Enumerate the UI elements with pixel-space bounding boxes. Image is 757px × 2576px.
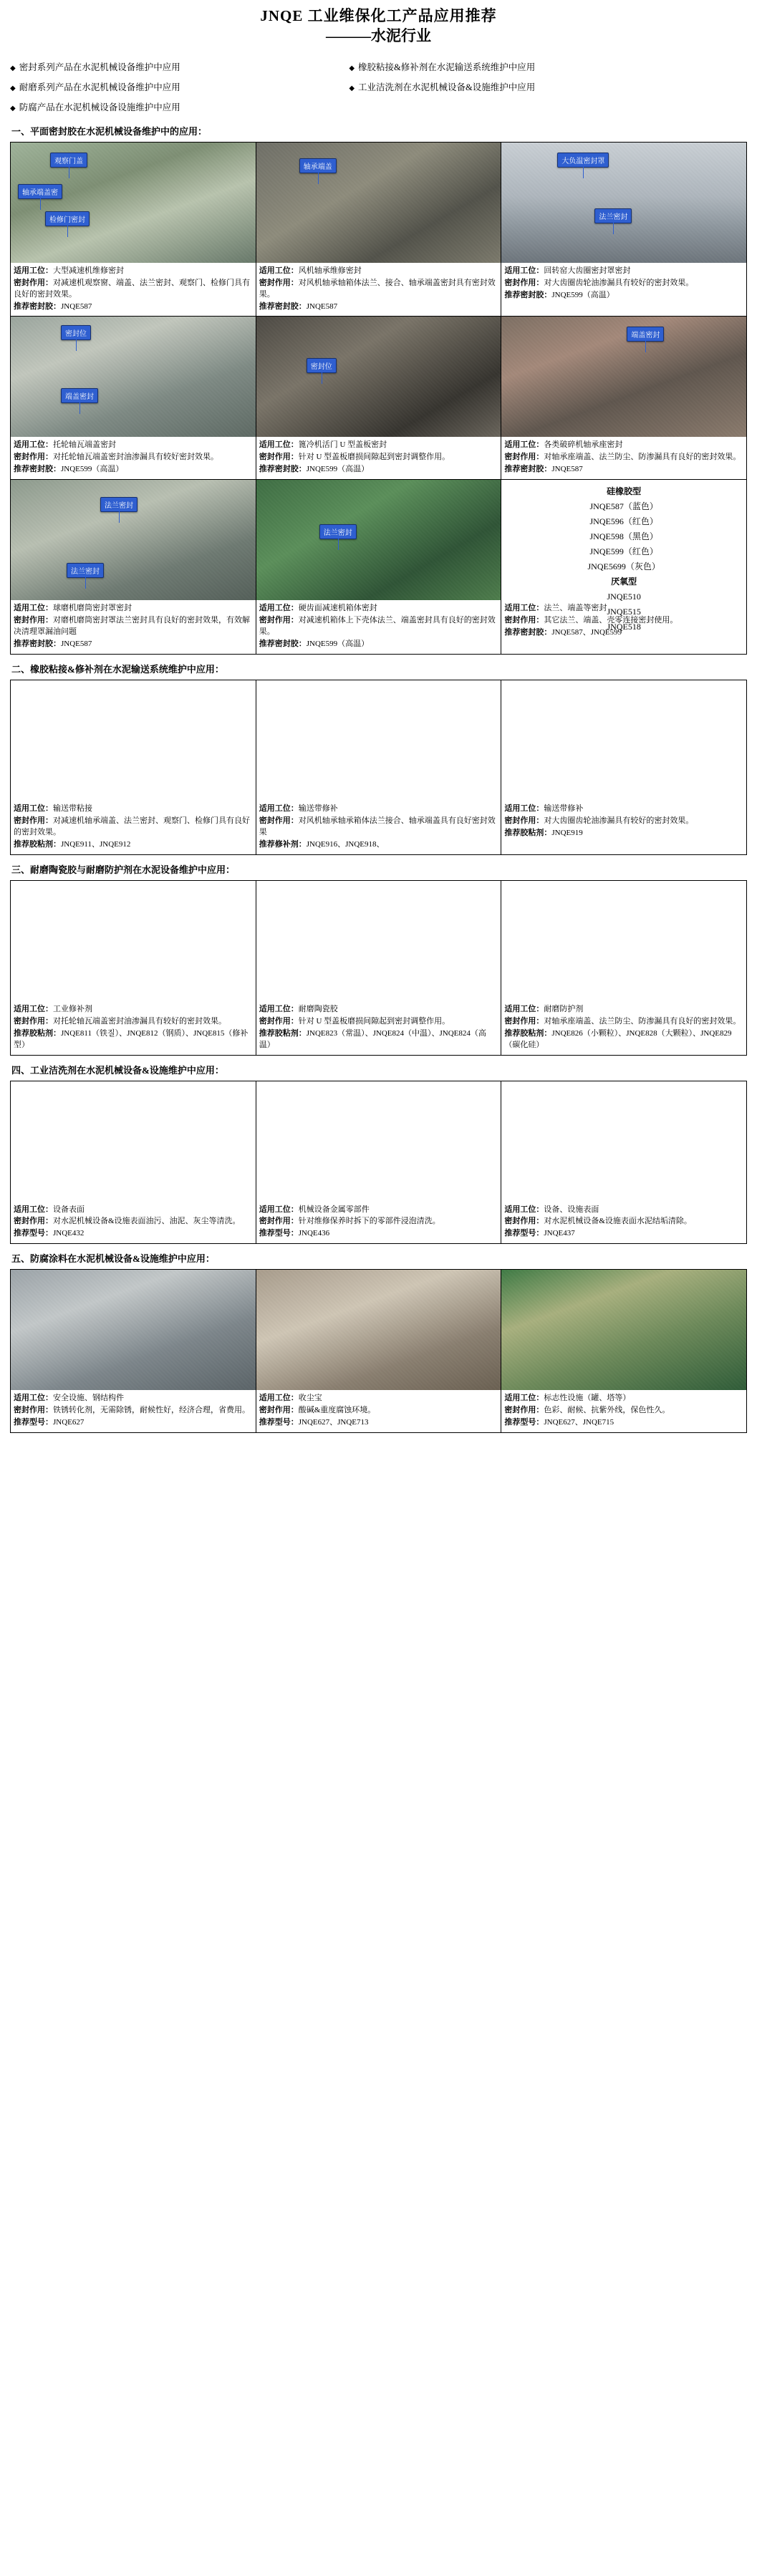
value-process: 大型减速机维修密封: [53, 266, 124, 275]
photo-equipment-surface-clean: [11, 1081, 256, 1202]
photo-tag: 端盖密封: [61, 388, 98, 403]
photo-steel-structure: [11, 1270, 256, 1390]
value-rec: JNQE826（小颗粒）、JNQE828（大颗粒）、JNQE829（碳化硅）: [504, 1028, 732, 1049]
photo-tag: 轴承端盖: [299, 158, 337, 173]
label-seal: 密封作用：: [259, 616, 299, 625]
value-process: 篦冷机活门 U 型盖板密封: [298, 440, 387, 450]
value-seal: 酸碱&重度腐蚀环境。: [298, 1406, 376, 1415]
label-rec: 推荐型号：: [504, 1229, 544, 1238]
value-process: 风机轴承维修密封: [298, 266, 362, 275]
label-process: 适用工位：: [504, 604, 544, 613]
value-rec: JNQE587: [61, 640, 92, 649]
cell-info: [501, 801, 746, 843]
value-seal: 针对 U 型盖板磨损间隙起到密封调整作用。: [298, 1016, 450, 1026]
label-process: 适用工位：: [259, 1205, 299, 1214]
value-process: 安全设施、钢结构件: [53, 1394, 124, 1403]
product-item: JNQE599（红色）: [589, 546, 658, 557]
value-rec: JNQE437: [544, 1229, 575, 1238]
product-item: JNQE587（蓝色）: [589, 501, 658, 512]
page-title: JNQE 工业维保化工产品应用推荐: [260, 7, 497, 24]
value-rec: JNQE811（铁질）、JNQE812（钢质）、JNQE815（修补型）: [14, 1028, 249, 1049]
value-rec: JNQE823（常温）、JNQE824（中温）、JNQE824（高温）: [259, 1028, 486, 1049]
table-row: [11, 142, 747, 317]
value-process: 工业修补剂: [53, 1004, 92, 1013]
value-seal: 对风机轴承轴箱体法兰、接合、轴承端盖密封具有密封效果。: [259, 278, 496, 299]
cell-info: [256, 801, 501, 854]
value-process: 机械设备金属零部件: [298, 1205, 370, 1214]
cell-info: [501, 1390, 746, 1432]
label-process: 适用工位：: [504, 1004, 544, 1013]
diamond-icon: ◆: [10, 64, 16, 72]
bullet-list: [10, 57, 747, 117]
label-process: 适用工位：: [504, 266, 544, 275]
value-process: 法兰、端盖等密封: [544, 604, 607, 613]
label-rec: 推荐型号：: [14, 1229, 53, 1238]
value-process: 标志性设施（罐、塔等）: [544, 1394, 631, 1403]
label-process: 适用工位：: [259, 1004, 299, 1013]
photo-tag: 密封位: [307, 358, 337, 373]
photo-grate-cooler: [256, 317, 501, 437]
label-seal: 密封作用：: [14, 1217, 53, 1226]
table-row: [11, 317, 747, 480]
bullet-item-3: 耐磨系列产品在水泥机械设备维护中应用: [19, 82, 180, 92]
value-seal: 对风机轴承轴承箱体法兰接合、轴承端盖具有良好密封效果: [259, 816, 496, 836]
label-rec: 推荐型号：: [259, 1418, 299, 1427]
value-seal: 针对 U 型盖板磨损间隙起到密封调整作用。: [298, 453, 450, 462]
photo-belt-repair-2: [501, 680, 746, 801]
label-seal: 密封作用：: [504, 278, 544, 287]
value-rec: JNQE587: [306, 302, 338, 311]
label-seal: 密封作用：: [259, 1016, 299, 1026]
value-process: 耐磨防护剂: [544, 1004, 584, 1013]
label-seal: 密封作用：: [504, 453, 544, 462]
photo-ball-mill: [11, 480, 256, 600]
photo-hard-gear-reducer: [256, 480, 501, 600]
value-process: 耐磨陶瓷胶: [298, 1004, 338, 1013]
product-item: JNQE596（红色）: [589, 516, 658, 527]
label-process: 适用工位：: [504, 1394, 544, 1403]
label-process: 适用工位：: [504, 804, 544, 813]
cell-info: [11, 1202, 256, 1244]
cell-info: [256, 437, 501, 479]
label-rec: 推荐密封胶：: [259, 302, 307, 311]
label-process: 适用工位：: [14, 804, 53, 813]
label-rec: 推荐修补剂：: [259, 839, 307, 849]
label-rec: 推荐密封胶：: [14, 640, 61, 649]
value-rec: JNQE911、JNQE912: [61, 839, 131, 849]
photo-tag: 法兰密封: [100, 497, 138, 512]
value-seal: 对大齿圈齿轮油渗漏具有较好的密封效果。: [544, 278, 694, 287]
section-heading-2: 二、橡胶粘接&修补剂在水泥输送系统维护中应用：: [11, 664, 224, 675]
label-seal: 密封作用：: [504, 1406, 544, 1415]
label-process: 适用工位：: [259, 266, 299, 275]
cell-info: [256, 1202, 501, 1244]
cell-info: [11, 801, 256, 854]
photo-ceramic-adhesive: [256, 881, 501, 1001]
cell-info: [11, 263, 256, 317]
value-process: 托轮轴瓦端盖密封: [53, 440, 116, 450]
photo-tag: 观察门盖: [50, 153, 87, 168]
product-item: JNQE5699（灰色）: [587, 561, 660, 572]
photo-tag: 法兰密封: [67, 563, 104, 578]
cell-info: [11, 1001, 256, 1055]
value-seal: 铁锈转化剂，无需除锈，耐候性好，经济合理，省费用。: [53, 1406, 250, 1415]
value-process: 设备表面: [53, 1205, 85, 1214]
photo-tag: 轴承端盖密: [18, 184, 62, 199]
section-1-table: [10, 142, 747, 655]
page-subtitle: ———水泥行业: [326, 27, 431, 45]
cell-info: [501, 263, 746, 305]
label-process: 适用工位：: [504, 1205, 544, 1214]
label-process: 适用工位：: [14, 266, 53, 275]
value-rec: JNQE599（高温）: [306, 465, 370, 474]
photo-support-roller: [11, 317, 256, 437]
photo-kiln-gear-cover: [501, 143, 746, 263]
label-seal: 密封作用：: [504, 1016, 544, 1026]
value-seal: 对大齿圈齿轮油渗漏具有较好的密封效果。: [544, 816, 694, 825]
value-rec: JNQE587、JNQE599: [551, 628, 622, 637]
diamond-icon: ◆: [10, 84, 16, 92]
value-seal: 其它法兰、端盖、壳零连接密封使用。: [544, 616, 678, 625]
label-rec: 推荐密封胶：: [504, 465, 552, 474]
label-seal: 密封作用：: [504, 816, 544, 825]
photo-metal-parts-clean: [256, 1081, 501, 1202]
bullet-item-2: 橡胶粘接&修补剂在水泥输送系统维护中应用: [358, 62, 536, 72]
value-process: 硬齿面减速机箱体密封: [298, 604, 377, 613]
photo-tag: 密封位: [61, 325, 91, 340]
value-seal: 对水泥机械设备&设施表面油污、油泥、灰尘等清洗。: [53, 1217, 241, 1226]
label-rec: 推荐密封胶：: [14, 302, 61, 311]
label-rec: 推荐胶粘剂：: [504, 828, 552, 837]
label-seal: 密封作用：: [259, 278, 299, 287]
section-heading-4: 四、工业洁洗剂在水泥机械设备&设施维护中应用：: [11, 1064, 224, 1076]
label-seal: 密封作用：: [259, 453, 299, 462]
cell-info: [256, 600, 501, 654]
label-process: 适用工位：: [14, 1394, 53, 1403]
section-3-table: [10, 880, 747, 1056]
section-5-table: [10, 1269, 747, 1433]
value-seal: 对减速机观察窗、端盖、法兰密封、观察门、检修门具有良好的密封效果。: [14, 278, 250, 299]
product-item: JNQE598（黑色）: [589, 531, 658, 542]
label-rec: 推荐胶粘剂：: [14, 839, 61, 849]
cell-info: [501, 437, 746, 479]
photo-landmark-tank: [501, 1270, 746, 1390]
label-rec: 推荐型号：: [259, 1229, 299, 1238]
label-process: 适用工位：: [14, 1004, 53, 1013]
value-seal: 对水泥机械设备&设施表面水泥结垢清除。: [544, 1217, 692, 1226]
value-seal: 对轴承座端盖、法兰防尘、防渗漏具有良好的密封效果。: [544, 453, 741, 462]
photo-fan-bearing: [256, 143, 501, 263]
label-rec: 推荐密封胶：: [14, 465, 61, 474]
label-process: 适用工位：: [259, 604, 299, 613]
table-row: [11, 880, 747, 1055]
value-seal: 对减速机箱体上下壳体法兰、端盖密封具有良好的密封效果。: [259, 616, 496, 637]
label-seal: 密封作用：: [14, 453, 53, 462]
section-4-table: [10, 1081, 747, 1245]
diamond-icon: ◆: [349, 64, 355, 72]
photo-tag: 端盖密封: [627, 327, 664, 342]
bullet-item-1: 密封系列产品在水泥机械设备维护中应用: [19, 62, 180, 72]
photo-crusher-bearing: [501, 317, 746, 437]
cell-info: [501, 1001, 746, 1055]
bullet-item-4: 工业洁洗剂在水泥机械设备&设施维护中应用: [358, 82, 536, 92]
value-rec: JNQE599（高温）: [306, 640, 370, 649]
value-rec: JNQE436: [298, 1229, 330, 1238]
cell-info: [11, 1390, 256, 1432]
diamond-icon: ◆: [10, 104, 16, 112]
value-process: 回转窑大齿圈密封罩密封: [544, 266, 631, 275]
label-seal: 密封作用：: [504, 1217, 544, 1226]
value-process: 输送带粘接: [53, 804, 92, 813]
photo-tag: 法兰密封: [319, 524, 357, 539]
value-rec: JNQE627、JNQE715: [544, 1418, 614, 1427]
value-rec: JNQE627、JNQE713: [298, 1418, 369, 1427]
label-seal: 密封作用：: [14, 816, 53, 825]
table-row: [11, 1270, 747, 1433]
value-process: 输送带修补: [544, 804, 584, 813]
diamond-icon: ◆: [349, 84, 355, 92]
cell-info: [11, 437, 256, 479]
label-rec: 推荐胶粘剂：: [14, 1028, 61, 1038]
value-seal: 对轴承座端盖、法兰防尘、防渗漏具有良好的密封效果。: [544, 1016, 741, 1026]
label-rec: 推荐型号：: [504, 1418, 544, 1427]
photo-scale-removal: [501, 1081, 746, 1202]
photo-tag: 法兰密封: [594, 208, 632, 223]
label-rec: 推荐密封胶：: [504, 290, 552, 299]
section-heading-3: 三、耐磨陶瓷胶与耐磨防护剂在水泥设备维护中应用：: [11, 864, 236, 875]
value-seal: 对托轮轴瓦端盖密封油渗漏具有较好的密封效果。: [53, 1016, 226, 1026]
value-process: 各类破碎机轴承座密封: [544, 440, 623, 450]
label-seal: 密封作用：: [14, 1406, 53, 1415]
value-rec: JNQE916、JNQE918、: [306, 839, 385, 849]
label-seal: 密封作用：: [14, 616, 53, 625]
cell-info: [256, 1001, 501, 1055]
photo-belt-bonding: [11, 680, 256, 801]
cell-info: [256, 263, 501, 317]
section-heading-1: 一、平面密封胶在水泥机械设备维护中的应用：: [11, 125, 208, 137]
photo-industrial-repair-agent: [11, 881, 256, 1001]
bullet-item-5: 防腐产品在水泥机械设备设施维护中应用: [19, 102, 180, 112]
value-process: 球磨机磨筒密封罩密封: [53, 604, 132, 613]
table-row: [11, 1081, 747, 1244]
label-seal: 密封作用：: [14, 278, 53, 287]
product-item: JNQE518: [607, 622, 641, 632]
product-item: JNQE510: [607, 592, 641, 602]
photo-dust-collector: [256, 1270, 501, 1390]
photo-tag: 大负温密封罩: [557, 153, 609, 168]
label-rec: 推荐密封胶：: [259, 640, 307, 649]
label-process: 适用工位：: [14, 604, 53, 613]
section-2-table: [10, 680, 747, 855]
label-rec: 推荐型号：: [14, 1418, 53, 1427]
silicone-type-heading: 硅橡胶型: [607, 486, 642, 497]
label-seal: 密封作用：: [14, 1016, 53, 1026]
photo-belt-repair-1: [256, 680, 501, 801]
label-rec: 推荐密封胶：: [504, 628, 552, 637]
value-rec: JNQE587: [61, 302, 92, 311]
label-process: 适用工位：: [259, 804, 299, 813]
value-rec: JNQE587: [551, 465, 583, 474]
label-rec: 推荐胶粘剂：: [504, 1028, 552, 1038]
photo-wear-protection-agent: [501, 881, 746, 1001]
value-seal: 色彩、耐候、抗紫外线，保色性久。: [544, 1406, 670, 1415]
value-seal: 对托轮轴瓦端盖密封油渗漏具有较好密封效果。: [53, 453, 218, 462]
label-rec: 推荐胶粘剂：: [259, 1028, 307, 1038]
value-rec: JNQE627: [53, 1418, 85, 1427]
label-seal: 密封作用：: [259, 816, 299, 825]
label-process: 适用工位：: [14, 440, 53, 450]
anaerobic-type-heading: 厌氧型: [611, 577, 637, 587]
label-seal: 密封作用：: [504, 616, 544, 625]
label-process: 适用工位：: [259, 440, 299, 450]
value-seal: 对磨机磨筒密封罩法兰密封具有良好的密封效果，有效解决清理罩漏油问题: [14, 616, 250, 637]
cell-info: [501, 1202, 746, 1244]
value-seal: 对减速机轴承端盖、法兰密封、观察门、检修门具有良好的密封效果。: [14, 816, 250, 836]
cell-info: [11, 600, 256, 654]
product-item: JNQE515: [607, 607, 641, 617]
label-process: 适用工位：: [259, 1394, 299, 1403]
label-seal: 密封作用：: [259, 1406, 299, 1415]
value-process: 收尘宝: [298, 1394, 322, 1403]
section-heading-5: 五、防腐涂料在水泥机械设备&设施维护中应用：: [11, 1253, 215, 1265]
cell-info: [256, 1390, 501, 1432]
table-row: [11, 480, 747, 655]
value-rec: JNQE599（高温）: [551, 290, 614, 299]
value-rec: JNQE599（高温）: [61, 465, 124, 474]
value-process: 设备、设施表面: [544, 1205, 599, 1214]
photo-tag: 检修门密封: [45, 211, 90, 226]
label-process: 适用工位：: [14, 1205, 53, 1214]
value-rec: JNQE432: [53, 1229, 85, 1238]
photo-gearbox: [11, 143, 256, 263]
label-rec: 推荐密封胶：: [259, 465, 307, 474]
value-rec: JNQE919: [551, 828, 583, 837]
label-process: 适用工位：: [504, 440, 544, 450]
value-seal: 针对维修保养时拆下的零部件浸泡清洗。: [298, 1217, 440, 1226]
value-process: 输送带修补: [298, 804, 338, 813]
label-seal: 密封作用：: [259, 1217, 299, 1226]
table-row: [11, 680, 747, 855]
